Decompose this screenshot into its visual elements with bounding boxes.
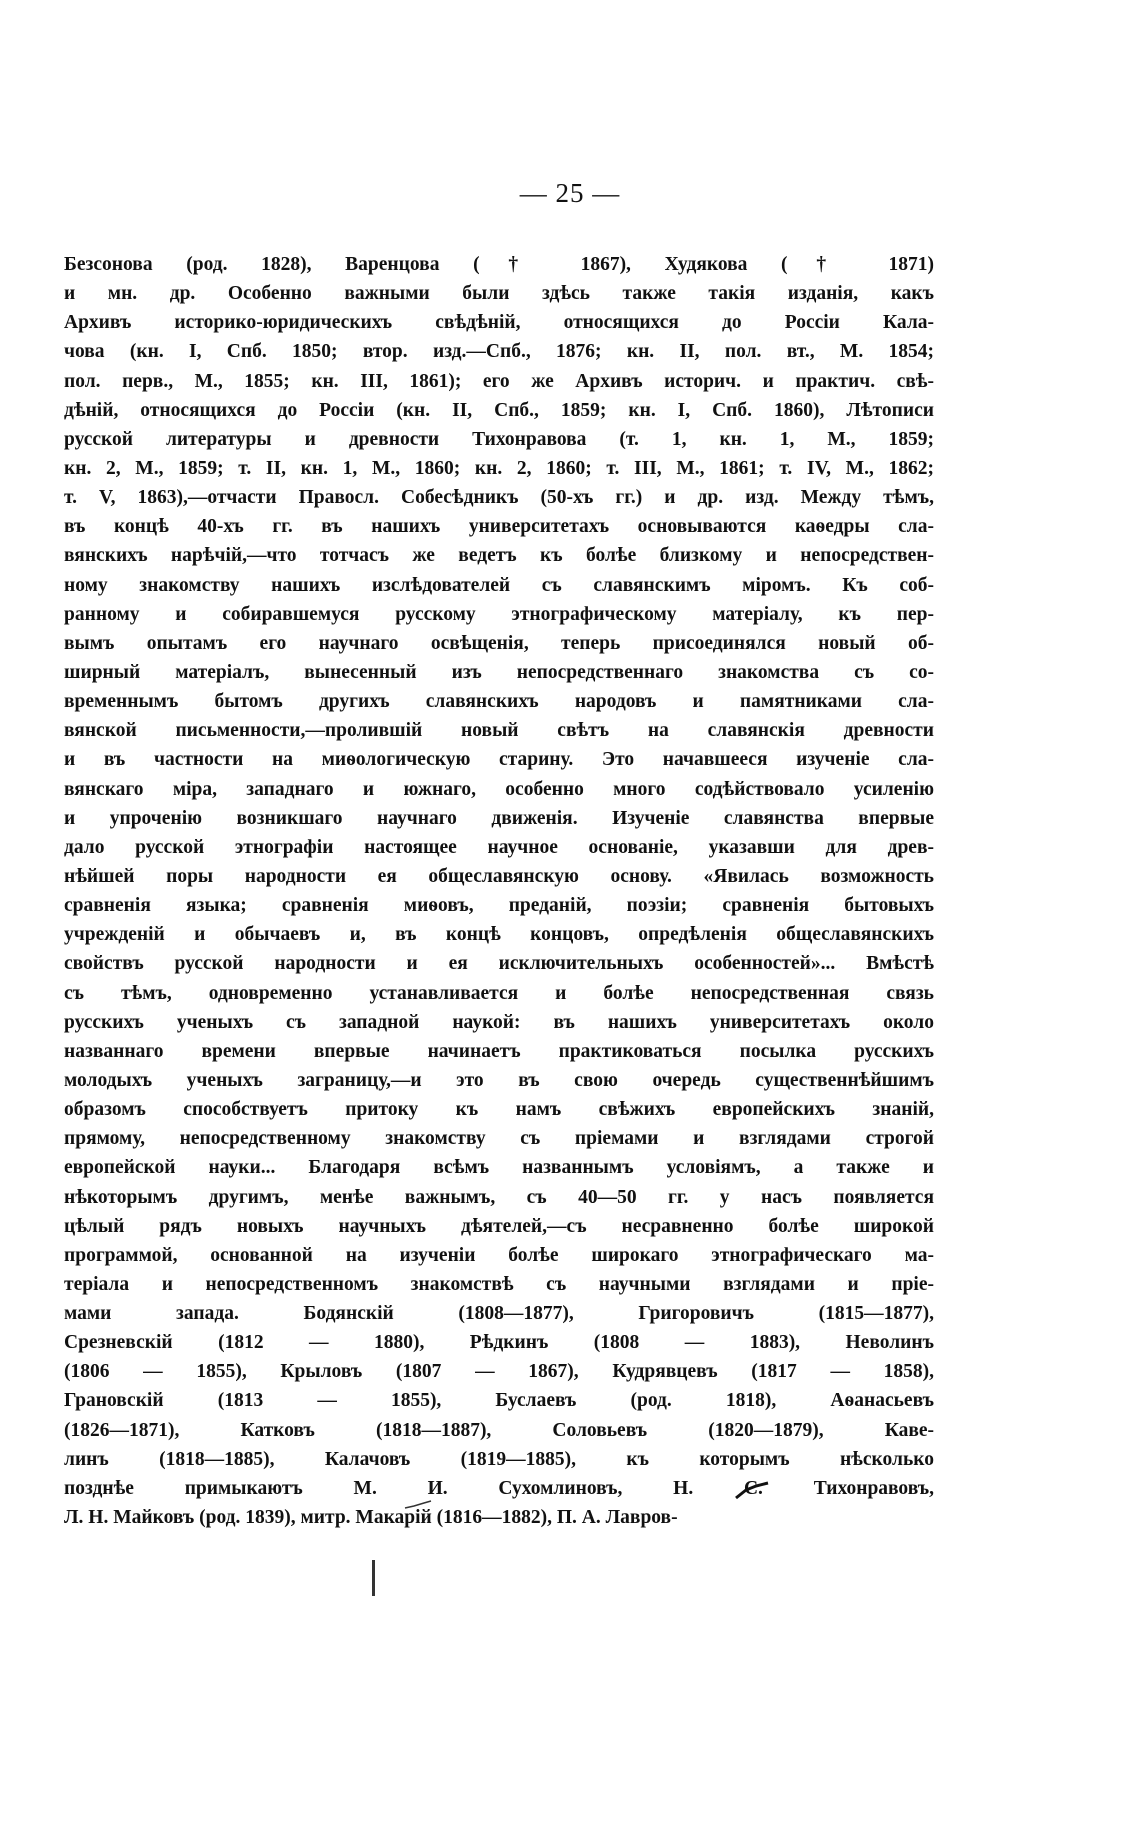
text-line: (1826—1871), Катковъ (1818—1887), Соловьевъ (1820—1879), Каве- bbox=[64, 1419, 934, 1441]
text-line: и мн. др. Особенно важными были здѣсь также такія изданія, какъ bbox=[64, 283, 934, 305]
text-line: въ концѣ 40-хъ гг. въ нашихъ университетахъ основываются каѳедры сла- bbox=[64, 516, 934, 538]
text-line: (1806 — 1855), Крыловъ (1807 — 1867), Кудрявцевъ (1817 — 1858), bbox=[64, 1361, 934, 1383]
text-line: дѣній, относящихся до Россіи (кн. II, Спб., 1859; кн. I, Спб. 1860), Лѣтописи bbox=[64, 399, 934, 421]
text-line: нѣкоторымъ другимъ, менѣе важнымъ, съ 40—50 гг. у насъ появляется bbox=[64, 1186, 934, 1208]
text-line: съ тѣмъ, одновременно устанавливается и болѣе непосредственная связь bbox=[64, 982, 934, 1004]
text-line: теріала и непосредственномъ знакомствѣ съ научными взглядами и пріе- bbox=[64, 1273, 934, 1295]
text-line: линъ (1818—1885), Калачовъ (1819—1885), къ которымъ нѣсколько bbox=[64, 1448, 934, 1470]
text-line: ширный матеріалъ, вынесенный изъ непосредственнаго знакомства съ со- bbox=[64, 661, 934, 683]
text-line: Грановскій (1813 — 1855), Буслаевъ (род. 1818), Аѳанасьевъ bbox=[64, 1390, 934, 1412]
body-text bbox=[64, 250, 934, 1532]
text-line: прямому, непосредственному знакомству съ пріемами и взглядами строгой bbox=[64, 1128, 934, 1150]
text-line: цѣлый рядъ новыхъ научныхъ дѣятелей,—съ несравненно болѣе широкой bbox=[64, 1215, 934, 1237]
text-line: временнымъ бытомъ другихъ славянскихъ народовъ и памятниками сла- bbox=[64, 691, 934, 713]
text-line: и упроченію возникшаго научнаго движенія. Изученіе славянства впервые bbox=[64, 807, 934, 829]
text-line: свойствъ русской народности и ея исключительныхъ особенностей»... Вмѣстѣ bbox=[64, 953, 934, 975]
text-line: дало русской этнографіи настоящее научное основаніе, указавши для древ- bbox=[64, 836, 934, 858]
print-smudge bbox=[372, 1560, 375, 1596]
text-line: ному знакомству нашихъ изслѣдователей съ славянскимъ міромъ. Къ соб- bbox=[64, 574, 934, 596]
print-smudge bbox=[404, 1500, 432, 1510]
text-line: Срезневскій (1812 — 1880), Рѣдкинъ (1808 — 1883), Неволинъ bbox=[64, 1332, 934, 1354]
text-line: русской литературы и древности Тихонравова (т. 1, кн. 1, М., 1859; bbox=[64, 428, 934, 450]
text-line: сравненія языка; сравненія миѳовъ, преданій, поэзіи; сравненія бытовыхъ bbox=[64, 895, 934, 917]
page-number: — 25 — bbox=[519, 178, 621, 208]
text-line: Архивъ историко-юридическихъ свѣдѣній, относящихся до Россіи Кала- bbox=[64, 312, 934, 334]
text-line: молодыхъ ученыхъ заграницу,—и это въ свою очередь существеннѣйшимъ bbox=[64, 1069, 934, 1091]
text-line: ранному и собиравшемуся русскому этнографическому матеріалу, къ пер- bbox=[64, 603, 934, 625]
text-line: т. V, 1863),—отчасти Правосл. Собесѣдникъ (50-хъ гг.) и др. изд. Между тѣмъ, bbox=[64, 487, 934, 509]
text-line: названнаго времени впервые начинаетъ практиковаться посылка русскихъ bbox=[64, 1040, 934, 1062]
print-smudge bbox=[734, 1480, 770, 1500]
text-line: вымъ опытамъ его научнаго освѣщенія, теперь присоединялся новый об- bbox=[64, 632, 934, 654]
text-line: и въ частности на миѳологическую старину. Это начавшееся изученіе сла- bbox=[64, 749, 934, 771]
text-line: пол. перв., М., 1855; кн. III, 1861); его же Архивъ историч. и практич. свѣ- bbox=[64, 370, 934, 392]
text-line: вянской письменности,—пролившій новый свѣтъ на славянскія древности bbox=[64, 720, 934, 742]
text-line: Л. Н. Майковъ (род. 1839), митр. Макарій (1816—1882), П. А. Лавров- bbox=[64, 1507, 678, 1529]
text-line: нѣйшей поры народности ея общеславянскую основу. «Явилась возможность bbox=[64, 865, 934, 887]
text-line: европейской науки... Благодаря всѣмъ названнымъ условіямъ, а также и bbox=[64, 1157, 934, 1179]
text-line: образомъ способствуетъ притоку къ намъ свѣжихъ европейскихъ знаній, bbox=[64, 1099, 934, 1121]
text-line: программой, основанной на изученіи болѣе широкаго этнографическаго ма- bbox=[64, 1244, 934, 1266]
text-line: кн. 2, М., 1859; т. II, кн. 1, М., 1860; кн. 2, 1860; т. III, М., 1861; т. IV, М., 1862; bbox=[64, 457, 934, 479]
text-line: вянскихъ нарѣчій,—что тотчасъ же ведетъ къ болѣе близкому и непосредствен- bbox=[64, 545, 934, 567]
text-line: вянскаго міра, западнаго и южнаго, особенно много содѣйствовало усиленію bbox=[64, 778, 934, 800]
text-line: мами запада. Бодянскій (1808—1877), Григоровичъ (1815—1877), bbox=[64, 1303, 934, 1325]
text-line: Безсонова (род. 1828), Варенцова († 1867), Худякова († 1871) bbox=[64, 254, 934, 275]
text-line: чова (кн. I, Спб. 1850; втор. изд.—Спб., 1876; кн. II, пол. вт., М. 1854; bbox=[64, 341, 934, 363]
text-line: русскихъ ученыхъ съ западной наукой: въ нашихъ университетахъ около bbox=[64, 1011, 934, 1033]
text-line: учрежденій и обычаевъ и, въ концѣ концовъ, опредѣленія общеславянскихъ bbox=[64, 924, 934, 946]
text-line: позднѣе примыкаютъ М. И. Сухомлиновъ, Н. С. Тихонравовъ, bbox=[64, 1477, 934, 1499]
